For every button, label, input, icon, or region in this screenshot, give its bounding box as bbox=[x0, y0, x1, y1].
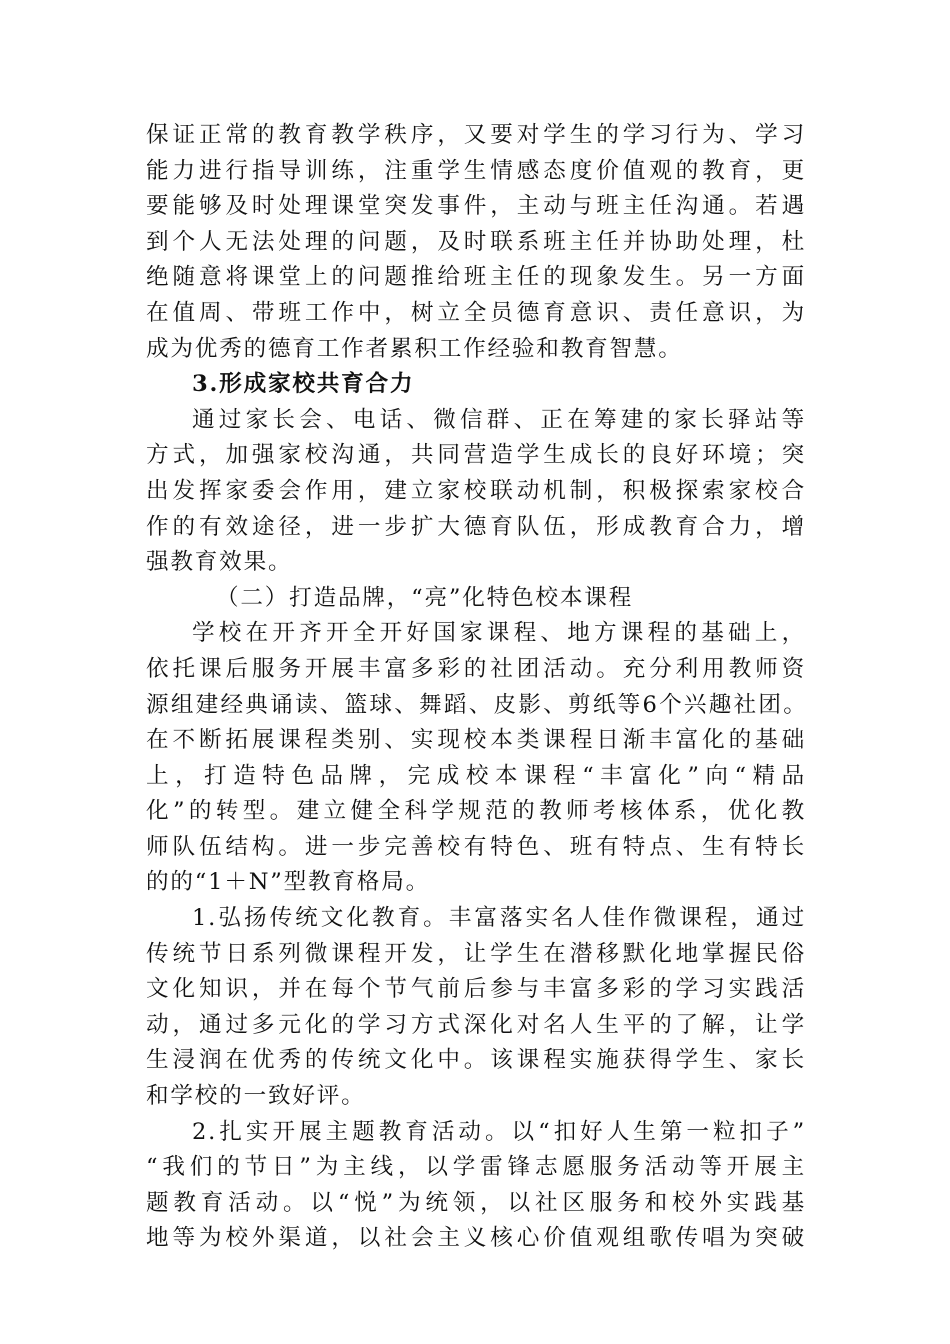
text-line: 文化知识，并在每个节气前后参与丰富多彩的学习实践活 bbox=[146, 976, 806, 1003]
text-line: 源组建经典诵读、篮球、舞蹈、皮影、剪纸等6个兴趣社团。 bbox=[146, 691, 806, 718]
section-heading-2: （二）打造品牌，“亮”化特色校本课程 bbox=[216, 584, 634, 611]
text-line: 2.扎实开展主题教育活动。以“扣好人生第一粒扣子” bbox=[192, 1118, 806, 1145]
text-line: 方式，加强家校沟通，共同营造学生成长的良好环境；突 bbox=[146, 442, 806, 469]
text-line: 师队伍结构。进一步完善校有特色、班有特点、生有特长 bbox=[146, 833, 806, 860]
text-line: 1.弘扬传统文化教育。丰富落实名人佳作微课程，通过 bbox=[192, 905, 806, 932]
text-line: 和学校的一致好评。 bbox=[146, 1083, 366, 1110]
document-body bbox=[146, 118, 806, 1257]
text-line: 生浸润在优秀的传统文化中。该课程实施获得学生、家长 bbox=[146, 1047, 806, 1074]
text-line: 强教育效果。 bbox=[146, 549, 293, 576]
text-line: 题教育活动。以“悦”为统领，以社区服务和校外实践基 bbox=[146, 1189, 806, 1216]
text-line: 化”的转型。建立健全科学规范的教师考核体系，优化教 bbox=[146, 798, 806, 825]
text-line: 到个人无法处理的问题，及时联系班主任并协助处理，杜 bbox=[146, 228, 806, 255]
text-line: 能力进行指导训练，注重学生情感态度价值观的教育，更 bbox=[146, 157, 806, 184]
text-line: 通过家长会、电话、微信群、正在筹建的家长驿站等 bbox=[192, 406, 806, 433]
text-line: 的的“1＋N”型教育格局。 bbox=[146, 869, 430, 896]
text-line: “我们的节日”为主线，以学雷锋志愿服务活动等开展主 bbox=[146, 1154, 806, 1181]
text-line: 动，通过多元化的学习方式深化对名人生平的了解，让学 bbox=[146, 1011, 806, 1038]
section-heading-3: 3.形成家校共育合力 bbox=[192, 371, 415, 398]
text-line: 依托课后服务开展丰富多彩的社团活动。充分利用教师资 bbox=[146, 655, 806, 682]
text-line: 在不断拓展课程类别、实现校本类课程日渐丰富化的基础 bbox=[146, 727, 806, 754]
text-line: 要能够及时处理课堂突发事件，主动与班主任沟通。若遇 bbox=[146, 193, 806, 220]
text-line: 出发挥家委会作用，建立家校联动机制，积极探索家校合 bbox=[146, 477, 806, 504]
text-line: 作的有效途径，进一步扩大德育队伍，形成教育合力，增 bbox=[146, 513, 806, 540]
text-line: 保证正常的教育教学秩序，又要对学生的学习行为、学习 bbox=[146, 122, 806, 148]
text-line: 传统节日系列微课程开发，让学生在潜移默化地掌握民俗 bbox=[146, 940, 806, 967]
text-line: 学校在开齐开全开好国家课程、地方课程的基础上， bbox=[192, 620, 806, 647]
text-line: 成为优秀的德育工作者累积工作经验和教育智慧。 bbox=[146, 335, 683, 362]
text-line: 上，打造特色品牌，完成校本课程“丰富化”向“精品 bbox=[146, 762, 806, 789]
text-line: 在值周、带班工作中，树立全员德育意识、责任意识，为 bbox=[146, 299, 806, 326]
text-line: 绝随意将课堂上的问题推给班主任的现象发生。另一方面 bbox=[146, 264, 806, 291]
text-line: 地等为校外渠道，以社会主义核心价值观组歌传唱为突破 bbox=[146, 1225, 806, 1252]
